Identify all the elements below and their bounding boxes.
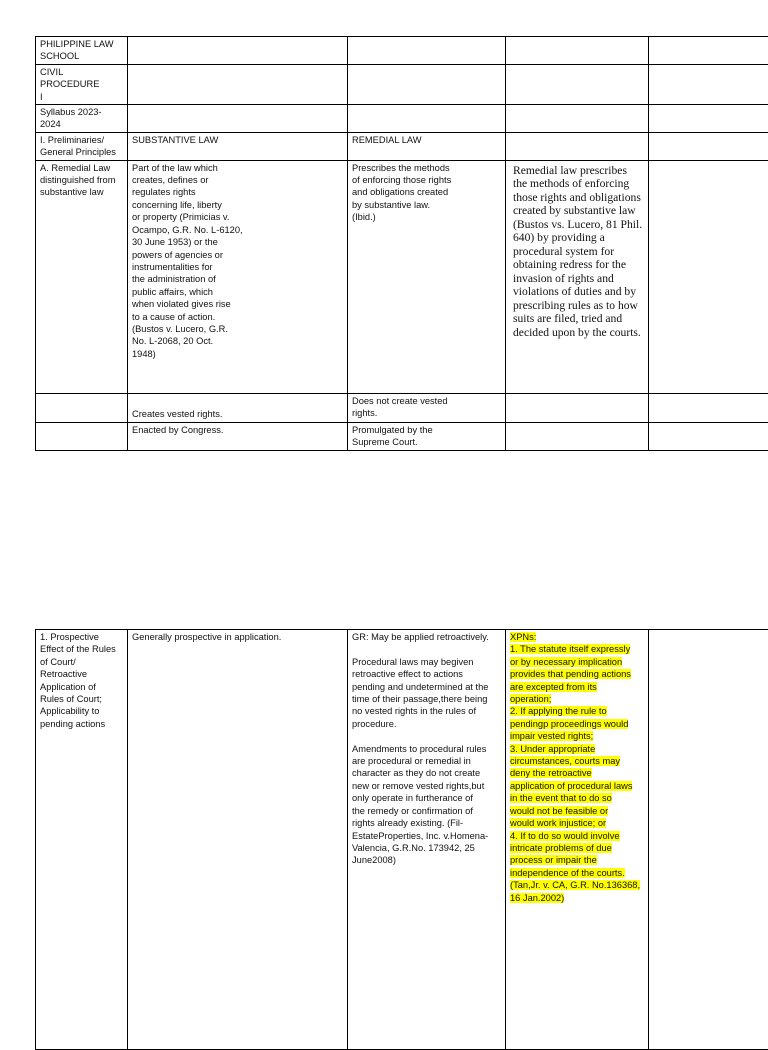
empty-cell <box>506 132 649 160</box>
empty-cell <box>649 630 768 1050</box>
empty-cell <box>348 64 506 104</box>
remedial-retroactive-cell: GR: May be applied retroactively. Procedural laws may begiven retroactive effect to actions pending and undetermined at the time of their passage,there being no vested rights in the rules of procedure. Amendments to procedural rules are procedural or remedial in character as they do not create new or remove vested rights,but only operate in furtherance of the remedy or confirmation of rights already existing. (Fil- EstateProperties, Inc. v.Homena- Valencia, G.R.No. 173942, 25 June2008) <box>348 630 506 1050</box>
syllabus-table-bottom <box>35 629 768 1050</box>
remedial-vested-cell: Does not create vested rights. <box>348 393 506 422</box>
substantive-source-cell: Enacted by Congress. <box>128 422 348 450</box>
empty-cell <box>649 422 768 450</box>
empty-cell <box>649 132 768 160</box>
empty-cell <box>128 105 348 133</box>
empty-cell <box>649 105 768 133</box>
empty-cell <box>506 105 649 133</box>
substantive-prospective-cell: Generally prospective in application. <box>128 630 348 1050</box>
exceptions-cell <box>506 630 649 1050</box>
syllabus-year-cell: Syllabus 2023- 2024 <box>36 105 128 133</box>
empty-cell <box>649 393 768 422</box>
empty-cell <box>506 37 649 65</box>
empty-cell <box>506 422 649 450</box>
empty-cell <box>649 64 768 104</box>
empty-cell <box>649 160 768 393</box>
substantive-definition-cell: Part of the law which creates, defines or regulates rights concerning life, liberty or property (Primicias v. Ocampo, G.R. No. L-6120, 30 June 1953) or the powers of agencies or instrumentalities for the administration of public affairs, which when violated gives rise to a cause of action. (Bustos v. Lucero, G.R. No. L-2068, 20 Oct. 1948) <box>128 160 348 393</box>
empty-cell <box>128 64 348 104</box>
empty-cell <box>128 37 348 65</box>
substantive-vested-cell: Creates vested rights. <box>128 393 348 422</box>
empty-cell <box>348 105 506 133</box>
remedial-note-cell: Remedial law prescribes the methods of enforcing those rights and obligations created by substantive law (Bustos vs. Lucero, 81 Phil. 640) by providing a procedural system for obtaining redress for the invasion of rights and violations of duties and by prescribing rules as to how suits are filed, tried and decided upon by the courts. <box>506 160 649 393</box>
empty-cell <box>348 37 506 65</box>
section-heading-cell: I. Preliminaries/ General Principles <box>36 132 128 160</box>
school-name-cell: PHILIPPINE LAW SCHOOL <box>36 37 128 65</box>
course-name-cell: CIVIL PROCEDURE I <box>36 64 128 104</box>
empty-cell <box>506 64 649 104</box>
remedial-source-cell: Promulgated by the Supreme Court. <box>348 422 506 450</box>
empty-cell <box>36 393 128 422</box>
remedial-definition-cell: Prescribes the methods of enforcing those rights and obligations created by substantive law. (Ibid.) <box>348 160 506 393</box>
empty-cell <box>36 422 128 450</box>
topic-prospective-cell: 1. Prospective Effect of the Rules of Court/ Retroactive Application of Rules of Court; Applicability to pending actions <box>36 630 128 1050</box>
empty-cell <box>506 393 649 422</box>
remedial-law-header: REMEDIAL LAW <box>348 132 506 160</box>
syllabus-table-top <box>35 36 768 451</box>
empty-cell <box>649 37 768 65</box>
topic-a-cell: A. Remedial Law distinguished from substantive law <box>36 160 128 393</box>
exceptions-highlighted-text: XPNs: 1. The statute itself expressly or by necessary implication provides that pending actions are excepted from its operation; 2. If applying the rule to pendingp proceedings would impair vested rights; 3. Under appropriate circumstances, courts may deny the retroactive application of procedural laws in the event that to do so would not be feasible or would work injustice; or 4. If to do so would involve intricate problems of due process or impair the independence of the courts. (Tan,Jr. v. CA, G.R. No.136368, 16 Jan.2002) <box>510 632 640 903</box>
substantive-law-header: SUBSTANTIVE LAW <box>128 132 348 160</box>
